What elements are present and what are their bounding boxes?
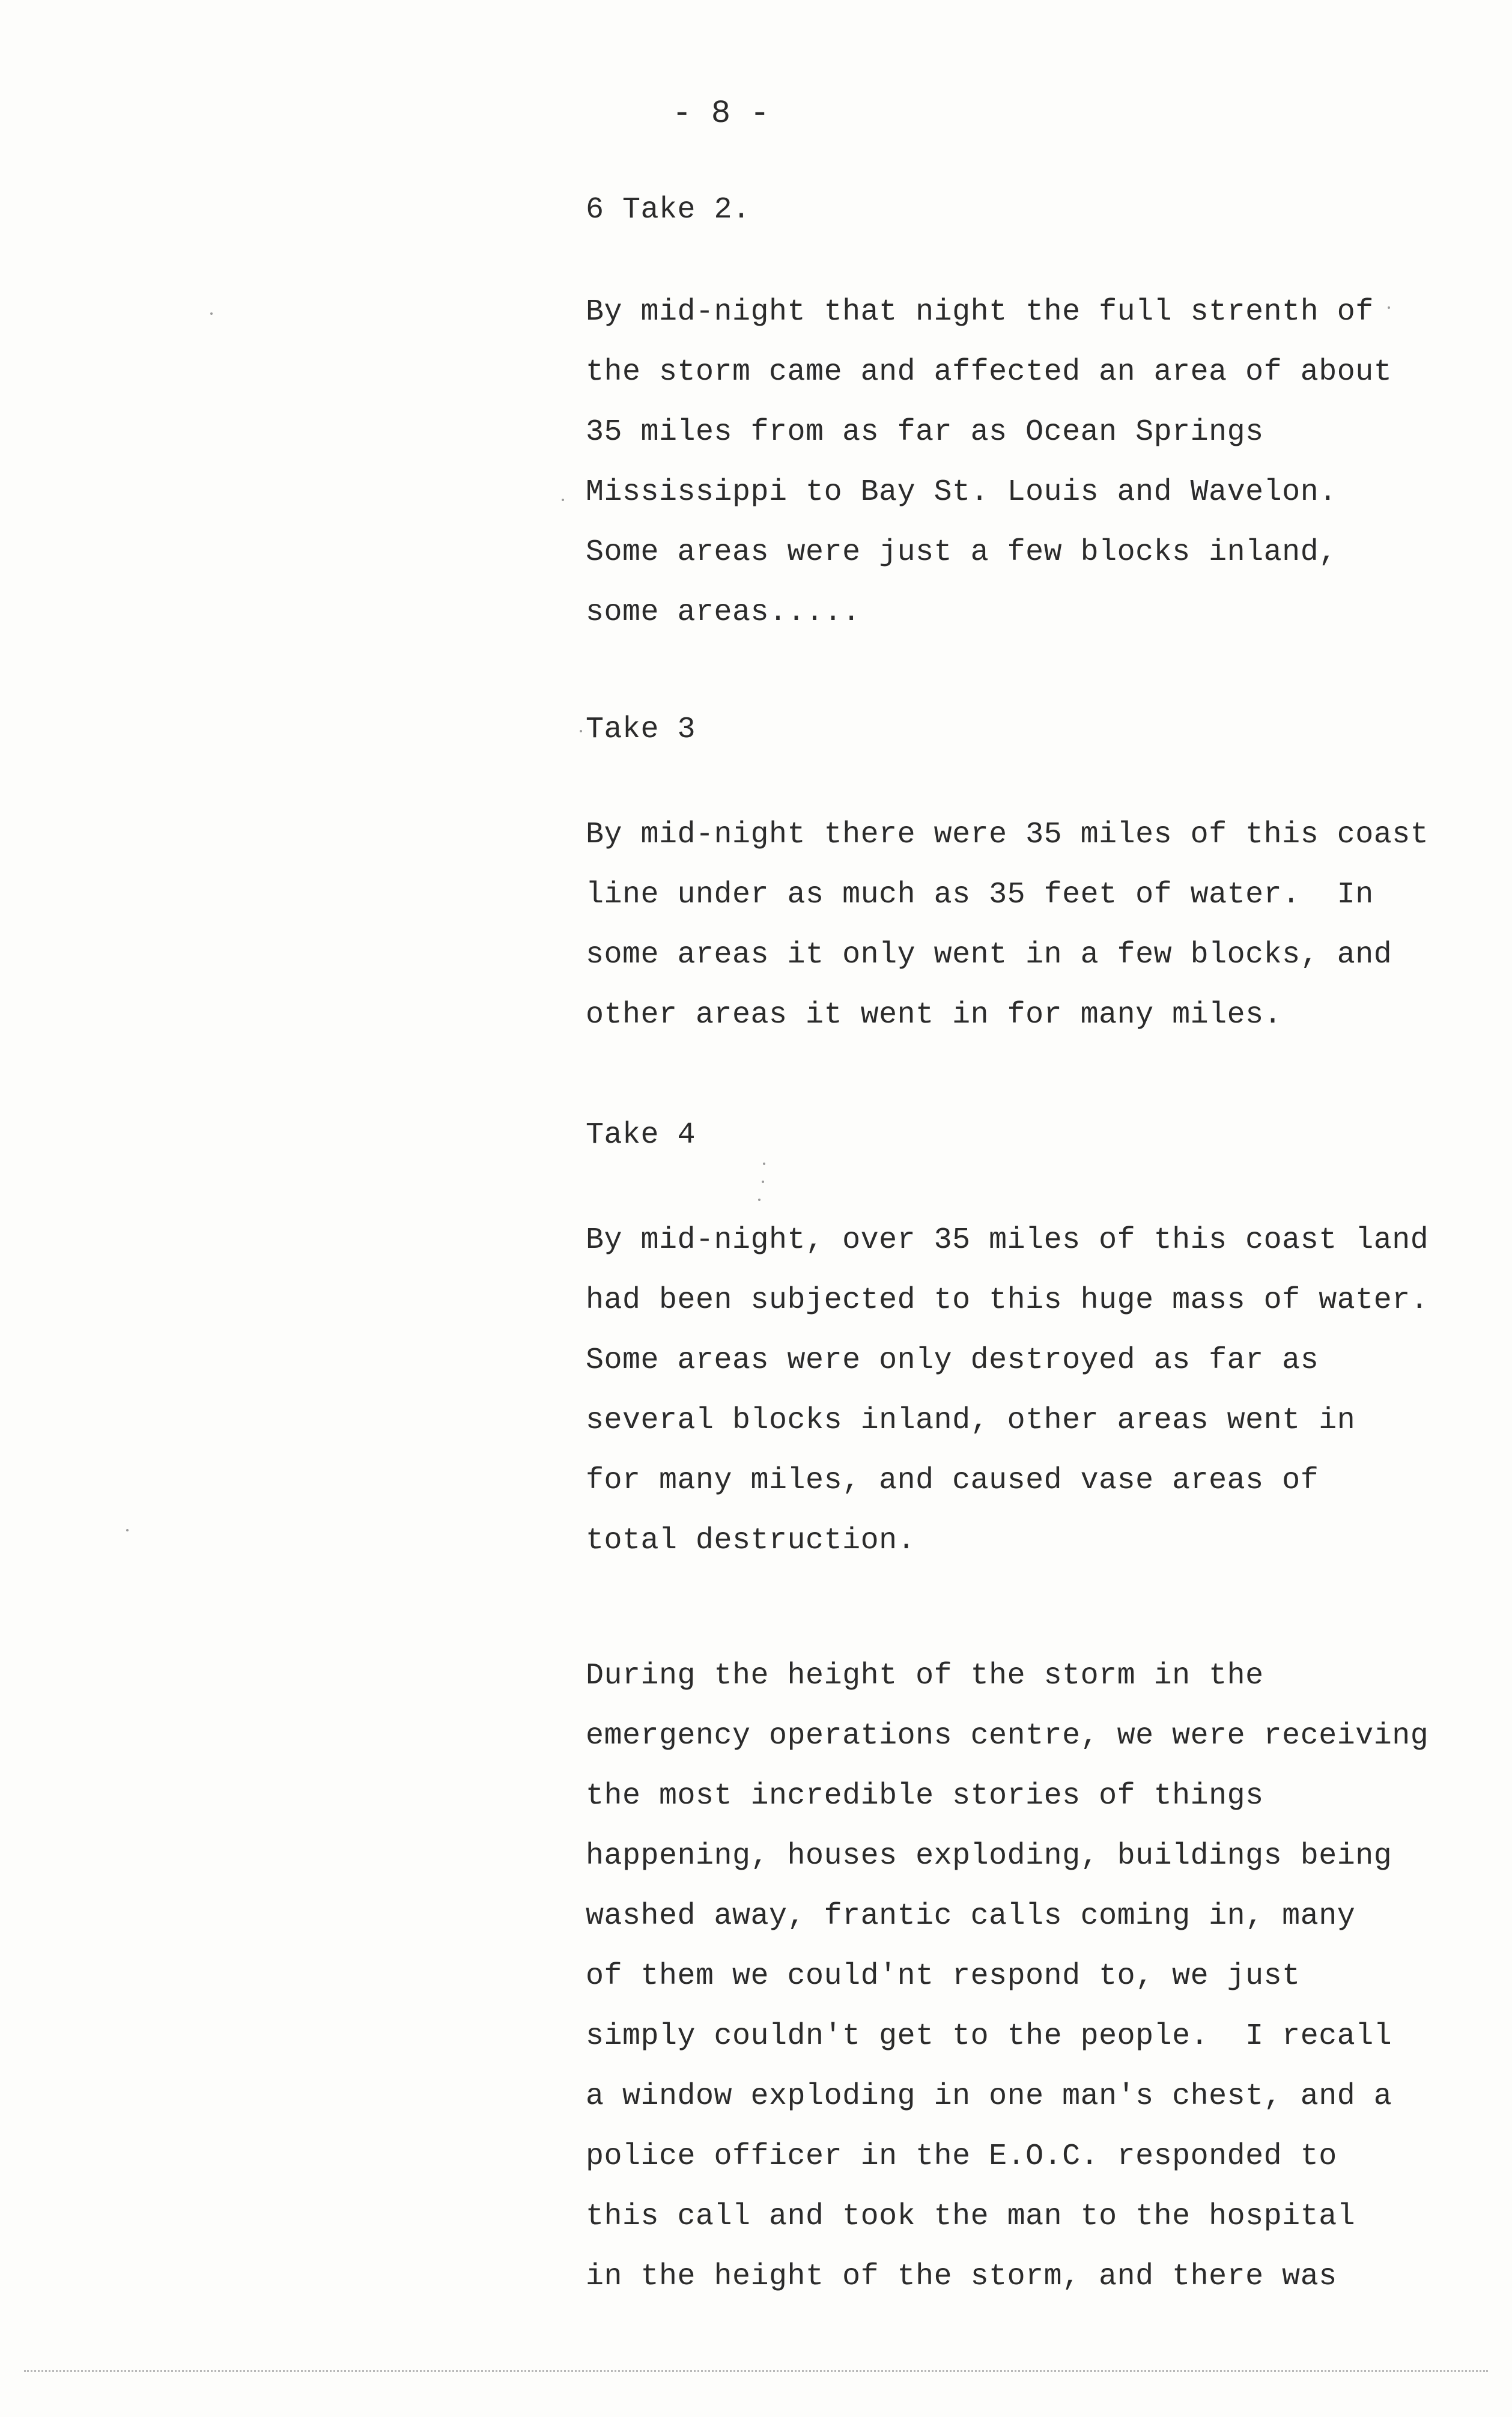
text-line: washed away, frantic calls coming in, many <box>586 1899 1356 1933</box>
text-line: simply couldn't get to the people. I recall <box>586 2019 1392 2054</box>
text-line: During the height of the storm in the <box>586 1659 1264 1693</box>
scan-speck <box>763 1163 765 1165</box>
text-line: total destruction. <box>586 1524 916 1558</box>
text-line: Mississippi to Bay St. Louis and Wavelon. <box>586 475 1337 509</box>
text-line: this call and took the man to the hospital <box>586 2200 1356 2234</box>
section-heading-take3: Take 3 <box>586 713 696 747</box>
text-line: police officer in the E.O.C. responded to <box>586 2139 1337 2174</box>
text-line: of them we could'nt respond to, we just <box>586 1959 1301 1993</box>
page-number: - 8 - <box>672 96 770 132</box>
text-line: some areas it only went in a few blocks, and <box>586 938 1392 972</box>
scan-edge-noise <box>24 2370 1488 2372</box>
text-line: had been subjected to this huge mass of water. <box>586 1283 1429 1318</box>
text-line: Some areas were just a few blocks inland, <box>586 535 1337 570</box>
text-line: happening, houses exploding, buildings being <box>586 1839 1392 1873</box>
text-line: emergency operations centre, we were receiving <box>586 1719 1429 1753</box>
scan-speck <box>758 1199 761 1201</box>
section-heading-take4: Take 4 <box>586 1118 696 1152</box>
text-line: By mid-night that night the full strenth of <box>586 295 1374 329</box>
text-line: some areas..... <box>586 595 861 630</box>
text-line: the most incredible stories of things <box>586 1779 1264 1813</box>
text-line: 35 miles from as far as Ocean Springs <box>586 415 1264 449</box>
text-line: in the height of the storm, and there was <box>586 2260 1337 2294</box>
text-line: By mid-night, over 35 miles of this coast land <box>586 1223 1429 1257</box>
section-heading-take2: 6 Take 2. <box>586 193 751 227</box>
scan-speck <box>580 730 582 732</box>
scan-speck <box>762 1181 764 1183</box>
text-line: line under as much as 35 feet of water. In <box>586 878 1374 912</box>
text-line: a window exploding in one man's chest, and a <box>586 2079 1392 2114</box>
scan-speck <box>126 1529 129 1531</box>
scan-speck <box>210 312 213 315</box>
text-line: By mid-night there were 35 miles of this coast <box>586 818 1429 852</box>
text-line: for many miles, and caused vase areas of <box>586 1464 1319 1498</box>
scan-speck <box>1388 306 1390 309</box>
text-line: other areas it went in for many miles. <box>586 998 1283 1032</box>
text-line: Some areas were only destroyed as far as <box>586 1343 1319 1378</box>
text-line: several blocks inland, other areas went in <box>586 1403 1356 1438</box>
scan-speck <box>562 499 564 501</box>
text-line: the storm came and affected an area of about <box>586 355 1392 389</box>
